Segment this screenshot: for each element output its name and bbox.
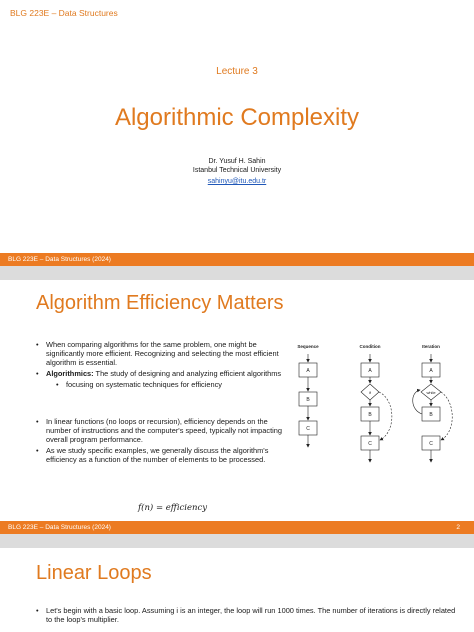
- author-email-link[interactable]: sahinyu@itu.edu.tr: [207, 178, 267, 185]
- heading-condition: Condition: [359, 344, 381, 349]
- author-name: Dr. Yusuf H. Sahin: [208, 158, 266, 165]
- bullet-item: [36, 369, 284, 378]
- footer-course: BLG 223E – Data Structures (2024): [8, 256, 111, 263]
- bullet-text: When comparing algorithms for the same problem, one might be significantly more efficient. Recognizing and selecting the most efficient algorithm is essential.: [46, 340, 279, 367]
- bullet-text: The study of designing and analyzing efficient algorithms: [93, 369, 282, 378]
- iter-a-label: A: [429, 368, 433, 374]
- bullet-text: Let's begin with a basic loop. Assuming i is an integer, the loop will run 1000 times. The number of iterations is directly related to the loop's multiplier.: [46, 606, 456, 624]
- heading-iteration: Iteration: [422, 344, 440, 349]
- slide-title: Algorithm Efficiency Matters: [36, 292, 284, 314]
- cond-if-label: if: [369, 390, 371, 395]
- lecture-number: Lecture 3: [216, 66, 258, 77]
- bullet-item: [36, 340, 284, 367]
- seq-b-label: B: [306, 397, 310, 403]
- bullet-list: [36, 340, 284, 466]
- seq-c-label: C: [306, 426, 310, 432]
- cond-b-label: B: [368, 412, 372, 418]
- sub-bullet-item: [36, 380, 284, 389]
- bullet-list: [36, 606, 456, 626]
- bullet-item: [36, 606, 456, 624]
- lecture-title: Algorithmic Complexity: [114, 104, 360, 131]
- slide-footer: [0, 521, 474, 534]
- course-header: BLG 223E – Data Structures: [10, 8, 118, 18]
- iter-while-label: while: [426, 390, 436, 395]
- linear-loops-slide: [0, 548, 474, 632]
- slide-footer: [0, 253, 474, 266]
- heading-sequence: Sequence: [297, 344, 319, 349]
- bullet-item: [36, 417, 284, 444]
- bullet-item: [36, 446, 284, 464]
- bullet-bold-term: Algorithmics:: [46, 369, 94, 378]
- iter-c-label: C: [429, 441, 433, 447]
- flowchart-diagram: [284, 340, 454, 480]
- page-number: 2: [456, 524, 460, 531]
- cond-c-label: C: [368, 441, 372, 447]
- footer-course: BLG 223E – Data Structures (2024): [8, 524, 111, 531]
- bullet-text: As we study specific examples, we generally discuss the algorithm's efficiency as a function of the number of elements to be processed.: [46, 446, 269, 464]
- iter-b-label: B: [429, 412, 433, 418]
- efficiency-formula: f(n) = efficiency: [138, 503, 208, 513]
- slide-title: Linear Loops: [36, 562, 152, 584]
- bullet-text: focusing on systematic techniques for efficiency: [66, 380, 222, 389]
- seq-a-label: A: [306, 368, 310, 374]
- bullet-text: In linear functions (no loops or recursion), efficiency depends on the number of instructions and the computer's speed, typically not impacting overall program performance.: [46, 417, 282, 444]
- author-institution: Istanbul Technical University: [192, 167, 282, 174]
- title-slide: [0, 0, 474, 266]
- author-block: [0, 157, 474, 175]
- cond-a-label: A: [368, 368, 372, 374]
- efficiency-slide: [0, 280, 474, 534]
